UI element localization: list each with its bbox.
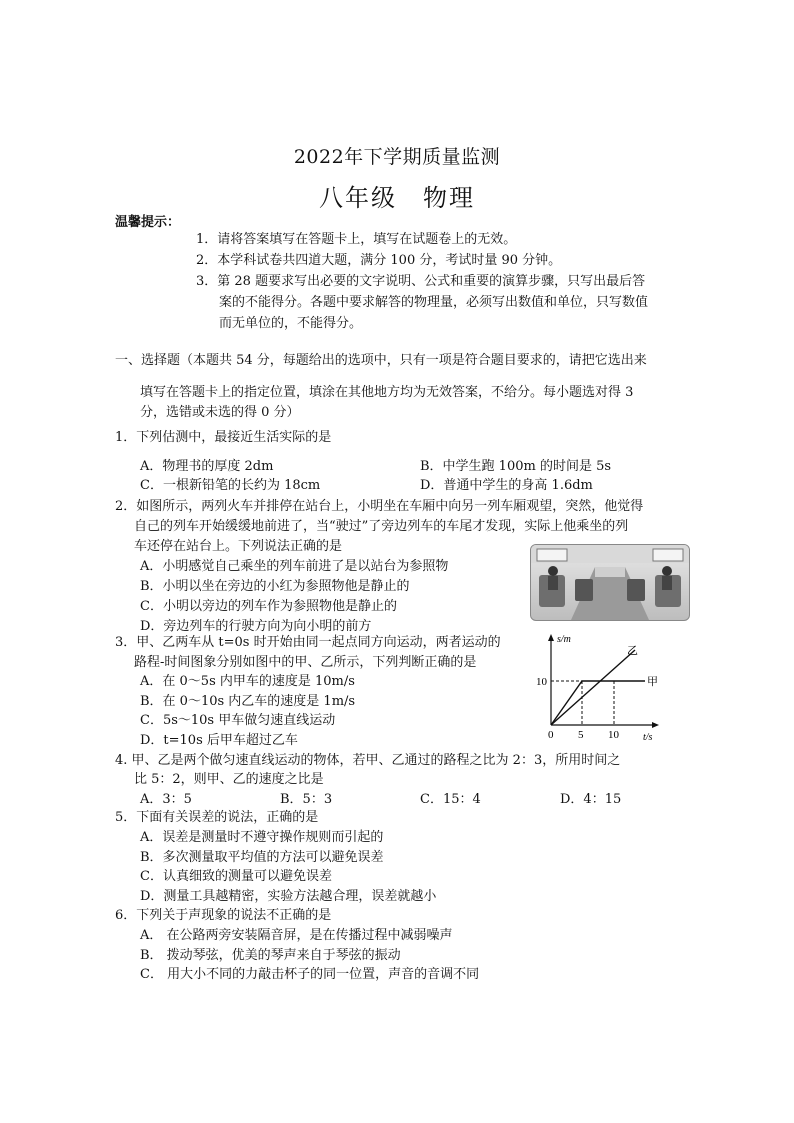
q4-option-c: C．15：4	[420, 792, 481, 807]
q2-option-a: A．小明感觉自己乘坐的列车前进了是以站台为参照物	[140, 559, 449, 574]
q4-option-d: D．4：15	[560, 792, 622, 807]
section-heading-cont1: 填写在答题卡上的指定位置，填涂在其他地方均为无效答案，不给分。每小题选对得 3	[140, 385, 634, 400]
x-tick-5: 5	[578, 729, 584, 741]
x-tick-0: 0	[548, 729, 554, 741]
q5-option-c: C．认真细致的测量可以避免误差	[140, 869, 332, 884]
q3-stem-line1: 3．甲、乙两车从 t=0s 时开始由同一起点同方向运动，两者运动的	[115, 635, 501, 650]
q1-stem: 1．下列估测中，最接近生活实际的是	[115, 430, 332, 445]
q1-option-b: B．中学生跑 100m 的时间是 5s	[420, 459, 612, 474]
q2-option-b: B．小明以坐在旁边的小红为参照物他是静止的	[140, 579, 410, 594]
q2-stem-line3: 车还停在站台上。下列说法正确的是	[134, 539, 343, 554]
q4-stem-line2: 比 5：2，则甲、乙的速度之比是	[134, 772, 324, 787]
q6-option-c: C． 用大小不同的力敲击杯子的同一位置，声音的音调不同	[140, 967, 480, 982]
q4-option-b: B．5：3	[280, 792, 333, 807]
q1-option-c: C．一根新铅笔的长约为 18cm	[140, 478, 321, 493]
q4-stem-line1: 4. 甲、乙是两个做匀速直线运动的物体，若甲、乙通过的路程之比为 2：3，所用时间之	[115, 753, 621, 768]
st-graph	[535, 630, 665, 745]
tip-item-2: 2．本学科试卷共四道大题，满分 100 分，考试时量 90 分钟。	[196, 253, 562, 268]
y-tick-10: 10	[536, 676, 547, 688]
q6-stem: 6．下列关于声现象的说法不正确的是	[115, 908, 332, 923]
line-yi	[551, 650, 635, 725]
tip-item-1: 1．请将答案填写在答题卡上，填写在试题卷上的无效。	[196, 232, 517, 247]
q2-stem-line2: 自己的列车开始缓缓地前进了，当“驶过”了旁边列车的车尾才发现，实际上他乘坐的列	[134, 519, 629, 534]
page-subtitle: 八年级 物理	[319, 184, 475, 212]
q1-option-a: A．物理书的厚度 2dm	[140, 459, 274, 474]
tip-item-3: 3．第 28 题要求写出必要的文字说明、公式和重要的演算步骤，只写出最后答	[196, 274, 646, 289]
tip-item-3-cont1: 案的不能得分。各题中要求解答的物理量，必须写出数值和单位，只写数值	[219, 295, 649, 310]
q5-option-d: D．测量工具越精密，实验方法越合理，误差就越小	[140, 889, 437, 904]
line-jia-label: 甲	[647, 675, 658, 688]
y-axis-label: s/m	[557, 634, 571, 645]
q6-option-a: A． 在公路两旁安装隔音屏，是在传播过程中减弱噪声	[140, 928, 453, 943]
q3-stem-line2: 路程-时间图象分别如图中的甲、乙所示，下列判断正确的是	[134, 655, 477, 670]
q1-option-d: D．普通中学生的身高 1.6dm	[420, 478, 593, 493]
tip-item-3-cont2: 而无单位的，不能得分。	[219, 316, 363, 331]
x-tick-10: 10	[608, 729, 619, 741]
q4-option-a: A．3：5	[140, 792, 192, 807]
q2-option-c: C．小明以旁边的列车作为参照物他是静止的	[140, 599, 397, 614]
q2-option-d: D．旁边列车的行驶方向为向小明的前方	[140, 619, 372, 634]
q3-option-a: A．在 0～5s 内甲车的速度是 10m/s	[140, 674, 355, 689]
section-heading-cont2: 分，选错或未选的得 0 分）	[140, 405, 300, 420]
q6-option-b: B． 拨动琴弦，优美的琴声来自于琴弦的振动	[140, 948, 401, 963]
page-title: 2022年下学期质量监测	[293, 146, 501, 168]
q5-stem: 5．下面有关误差的说法，正确的是	[115, 810, 319, 825]
line-jia	[551, 681, 645, 725]
x-axis-label: t/s	[643, 732, 653, 743]
q5-option-b: B．多次测量取平均值的方法可以避免误差	[140, 850, 384, 865]
q3-option-b: B．在 0～10s 内乙车的速度是 1m/s	[140, 694, 356, 709]
q5-option-a: A．误差是测量时不遵守操作规则而引起的	[140, 830, 384, 845]
q3-option-d: D．t=10s 后甲车超过乙车	[140, 733, 298, 748]
line-yi-label: 乙	[627, 644, 638, 657]
q3-option-c: C．5s～10s 甲车做匀速直线运动	[140, 713, 336, 728]
tips-label: 温馨提示：	[115, 215, 181, 230]
q2-stem-line1: 2．如图所示，两列火车并排停在站台上，小明坐在车厢中向另一列车厢观望，突然，他觉得	[115, 499, 644, 514]
train-illustration	[530, 544, 690, 621]
section-heading: 一、选择题（本题共 54 分，每题给出的选项中，只有一项是符合题目要求的，请把它选出来	[115, 353, 647, 368]
